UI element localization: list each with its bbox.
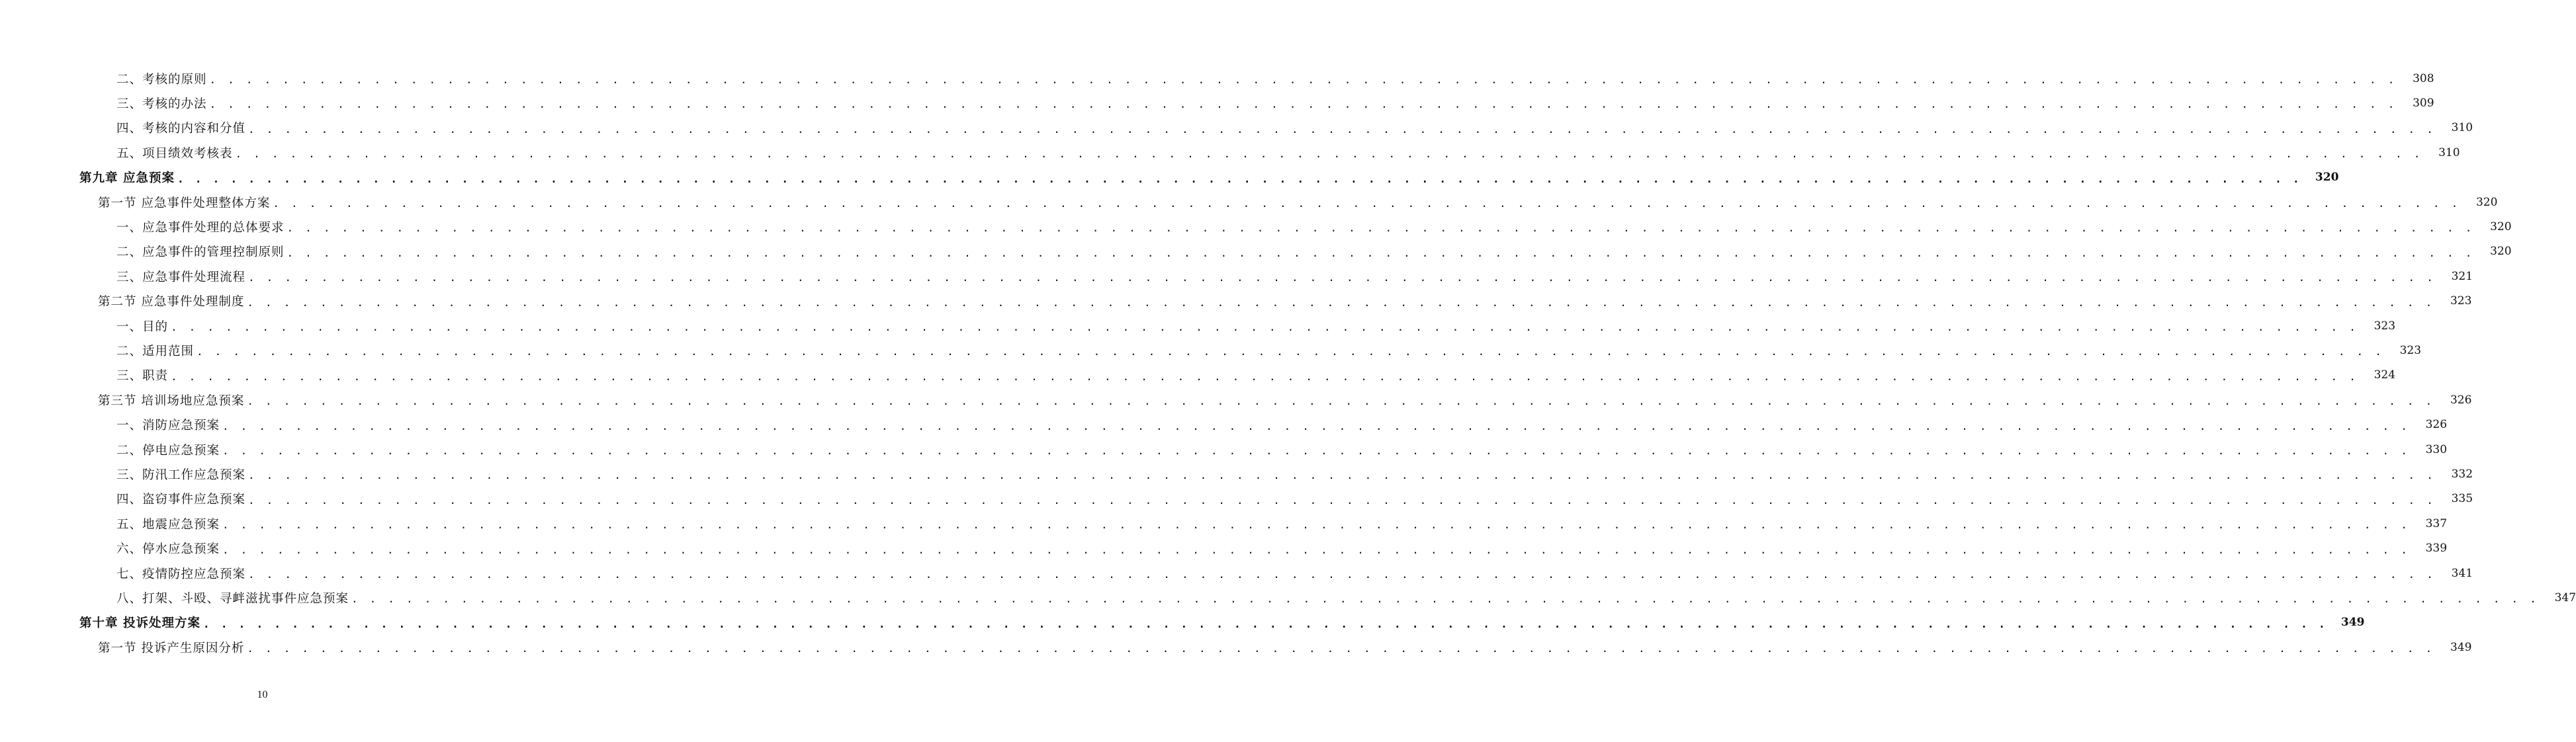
toc-entry-page-number: 330 [2425, 442, 2448, 456]
toc-entry-title: 三、职责 [116, 369, 169, 384]
toc-subsection-entry[interactable] [0, 214, 2512, 239]
toc-section-entry[interactable] [0, 289, 2472, 313]
toc-entry-page-number: 323 [2450, 294, 2472, 308]
toc-entry-title: 二、停电应急预案 [116, 443, 220, 458]
toc-dot-leader: . . . . . . . . . . . . . . . . . . . . . . . . . . . . . . . . . . . . . . . . . . . . . . . . . . . . . . . . . . . . . . . . . . . . . . . . . . . . . . . . . . . . . . . . . . . . . . . . . . . . . . . . . . . . . . . . . . . . . . . . [247, 296, 2435, 309]
toc-entry-title: 二、考核的原则 [116, 72, 207, 87]
toc-dot-leader: . . . . . . . . . . . . . . . . . . . . . . . . . . . . . . . . . . . . . . . . . . . . . . . . . . . . . . . . . . . . . . . . . . . . . . . . . . . . . . . . . . . . . . . . . . . . . . . . . . . . . . . . . . . . . . . . . . . . . . . . [248, 469, 2436, 482]
toc-subsection-entry[interactable] [0, 487, 2473, 511]
toc-entry-title: 六、停水应急预案 [116, 542, 220, 557]
toc-subsection-entry[interactable] [0, 585, 2576, 610]
toc-entry-title: 第一节 投诉产生原因分析 [98, 641, 245, 655]
toc-entry-page-number: 332 [2451, 467, 2473, 481]
page-number: 10 [257, 689, 268, 700]
toc-entry-title: 五、项目绩效考核表 [116, 146, 233, 161]
toc-entry-title: 第三节 培训场地应急预案 [98, 393, 245, 408]
toc-entry-title: 第十章 投诉处理方案 [79, 616, 200, 631]
toc-subsection-entry[interactable] [0, 338, 2422, 362]
toc-dot-leader: . . . . . . . . . . . . . . . . . . . . . . . . . . . . . . . . . . . . . . . . . . . . . . . . . . . . . . . . . . . . . . . . . . . . . . . . . . . . . . . . . . . . . . . . . . . . . . . . . . . . . . . . . . . . . . . . . . . . . . . . [177, 172, 2302, 185]
toc-subsection-entry[interactable] [0, 264, 2473, 288]
table-of-contents [0, 66, 2576, 659]
toc-dot-leader: . . . . . . . . . . . . . . . . . . . . . . . . . . . . . . . . . . . . . . . . . . . . . . . . . . . . . . . . . . . . . . . . . . . . . . . . . . . . . . . . . . . . . . . . . . . . . . . . . . . . . . . . . . . . . . . . . . . . . . . . [209, 98, 2397, 111]
toc-entry-page-number: 320 [2315, 171, 2339, 185]
toc-subsection-entry[interactable] [0, 91, 2434, 115]
toc-entry-title: 第二节 应急事件处理制度 [98, 295, 245, 309]
toc-entry-page-number: 308 [2413, 71, 2434, 85]
toc-entry-title: 四、盗窃事件应急预案 [116, 493, 246, 507]
toc-entry-page-number: 326 [2425, 418, 2448, 432]
toc-dot-leader: . . . . . . . . . . . . . . . . . . . . . . . . . . . . . . . . . . . . . . . . . . . . . . . . . . . . . . . . . . . . . . . . . . . . . . . . . . . . . . . . . . . . . . . . . . . . . . . . . . . . . . . . . . . . . . . . . . . . . . . . [351, 593, 2540, 606]
toc-chapter-entry[interactable] [0, 165, 2339, 190]
toc-subsection-entry[interactable] [0, 536, 2448, 560]
toc-section-entry[interactable] [0, 635, 2472, 659]
toc-entry-title: 二、应急事件的管理控制原则 [116, 245, 285, 260]
toc-entry-page-number: 321 [2451, 269, 2473, 283]
toc-subsection-entry[interactable] [0, 561, 2473, 585]
toc-dot-leader: . . . . . . . . . . . . . . . . . . . . . . . . . . . . . . . . . . . . . . . . . . . . . . . . . . . . . . . . . . . . . . . . . . . . . . . . . . . . . . . . . . . . . . . . . . . . . . . . . . . . . . . . . . . . . . . . . . . . . . . . [202, 617, 2328, 630]
toc-dot-leader: . . . . . . . . . . . . . . . . . . . . . . . . . . . . . . . . . . . . . . . . . . . . . . . . . . . . . . . . . . . . . . . . . . . . . . . . . . . . . . . . . . . . . . . . . . . . . . . . . . . . . . . . . . . . . . . . . . . . . . . . [222, 444, 2411, 457]
toc-subsection-entry[interactable] [0, 239, 2512, 264]
toc-dot-leader: . . . . . . . . . . . . . . . . . . . . . . . . . . . . . . . . . . . . . . . . . . . . . . . . . . . . . . . . . . . . . . . . . . . . . . . . . . . . . . . . . . . . . . . . . . . . . . . . . . . . . . . . . . . . . . . . . . . . . . . . [209, 73, 2397, 87]
toc-dot-leader: . . . . . . . . . . . . . . . . . . . . . . . . . . . . . . . . . . . . . . . . . . . . . . . . . . . . . . . . . . . . . . . . . . . . . . . . . . . . . . . . . . . . . . . . . . . . . . . . . . . . . . . . . . . . . . . . . . . . . . . . [248, 493, 2436, 507]
toc-entry-title: 一、目的 [116, 319, 169, 334]
toc-dot-leader: . . . . . . . . . . . . . . . . . . . . . . . . . . . . . . . . . . . . . . . . . . . . . . . . . . . . . . . . . . . . . . . . . . . . . . . . . . . . . . . . . . . . . . . . . . . . . . . . . . . . . . . . . . . . . . . . . . . . . . . . [248, 271, 2436, 284]
toc-entry-title: 第九章 应急预案 [79, 171, 175, 186]
toc-dot-leader: . . . . . . . . . . . . . . . . . . . . . . . . . . . . . . . . . . . . . . . . . . . . . . . . . . . . . . . . . . . . . . . . . . . . . . . . . . . . . . . . . . . . . . . . . . . . . . . . . . . . . . . . . . . . . . . . . . . . . . . . [197, 345, 2385, 358]
toc-section-entry[interactable] [0, 190, 2498, 214]
toc-entry-page-number: 339 [2425, 542, 2448, 556]
toc-entry-title: 一、应急事件处理的总体要求 [116, 221, 285, 235]
toc-entry-page-number: 349 [2340, 616, 2365, 630]
toc-entry-page-number: 320 [2475, 195, 2498, 209]
toc-subsection-entry[interactable] [0, 363, 2396, 388]
toc-dot-leader: . . . . . . . . . . . . . . . . . . . . . . . . . . . . . . . . . . . . . . . . . . . . . . . . . . . . . . . . . . . . . . . . . . . . . . . . . . . . . . . . . . . . . . . . . . . . . . . . . . . . . . . . . . . . . . . . . . . . . . . . [287, 222, 2475, 235]
toc-entry-title: 五、地震应急预案 [116, 517, 220, 532]
toc-dot-leader: . . . . . . . . . . . . . . . . . . . . . . . . . . . . . . . . . . . . . . . . . . . . . . . . . . . . . . . . . . . . . . . . . . . . . . . . . . . . . . . . . . . . . . . . . . . . . . . . . . . . . . . . . . . . . . . . . . . . . . . . [222, 419, 2411, 433]
toc-subsection-entry[interactable] [0, 140, 2460, 165]
toc-subsection-entry[interactable] [0, 66, 2434, 91]
toc-section-entry[interactable] [0, 388, 2472, 412]
toc-dot-leader: . . . . . . . . . . . . . . . . . . . . . . . . . . . . . . . . . . . . . . . . . . . . . . . . . . . . . . . . . . . . . . . . . . . . . . . . . . . . . . . . . . . . . . . . . . . . . . . . . . . . . . . . . . . . . . . . . . . . . . . . [273, 197, 2461, 210]
toc-dot-leader: . . . . . . . . . . . . . . . . . . . . . . . . . . . . . . . . . . . . . . . . . . . . . . . . . . . . . . . . . . . . . . . . . . . . . . . . . . . . . . . . . . . . . . . . . . . . . . . . . . . . . . . . . . . . . . . . . . . . . . . . [171, 370, 2359, 383]
toc-entry-page-number: 335 [2451, 492, 2473, 506]
toc-entry-page-number: 323 [2399, 343, 2422, 357]
toc-subsection-entry[interactable] [0, 437, 2448, 462]
toc-dot-leader: . . . . . . . . . . . . . . . . . . . . . . . . . . . . . . . . . . . . . . . . . . . . . . . . . . . . . . . . . . . . . . . . . . . . . . . . . . . . . . . . . . . . . . . . . . . . . . . . . . . . . . . . . . . . . . . . . . . . . . . . [235, 147, 2423, 161]
toc-chapter-entry[interactable] [0, 610, 2365, 635]
toc-dot-leader: . . . . . . . . . . . . . . . . . . . . . . . . . . . . . . . . . . . . . . . . . . . . . . . . . . . . . . . . . . . . . . . . . . . . . . . . . . . . . . . . . . . . . . . . . . . . . . . . . . . . . . . . . . . . . . . . . . . . . . . . [248, 122, 2436, 136]
toc-dot-leader: . . . . . . . . . . . . . . . . . . . . . . . . . . . . . . . . . . . . . . . . . . . . . . . . . . . . . . . . . . . . . . . . . . . . . . . . . . . . . . . . . . . . . . . . . . . . . . . . . . . . . . . . . . . . . . . . . . . . . . . . [247, 642, 2435, 655]
toc-subsection-entry[interactable] [0, 116, 2473, 140]
toc-dot-leader: . . . . . . . . . . . . . . . . . . . . . . . . . . . . . . . . . . . . . . . . . . . . . . . . . . . . . . . . . . . . . . . . . . . . . . . . . . . . . . . . . . . . . . . . . . . . . . . . . . . . . . . . . . . . . . . . . . . . . . . . [171, 321, 2359, 333]
toc-dot-leader: . . . . . . . . . . . . . . . . . . . . . . . . . . . . . . . . . . . . . . . . . . . . . . . . . . . . . . . . . . . . . . . . . . . . . . . . . . . . . . . . . . . . . . . . . . . . . . . . . . . . . . . . . . . . . . . . . . . . . . . . [222, 518, 2411, 532]
toc-subsection-entry[interactable] [0, 511, 2448, 536]
toc-entry-page-number: 326 [2450, 393, 2472, 407]
toc-dot-leader: . . . . . . . . . . . . . . . . . . . . . . . . . . . . . . . . . . . . . . . . . . . . . . . . . . . . . . . . . . . . . . . . . . . . . . . . . . . . . . . . . . . . . . . . . . . . . . . . . . . . . . . . . . . . . . . . . . . . . . . . [287, 246, 2475, 259]
toc-entry-page-number: 320 [2490, 220, 2512, 234]
toc-entry-title: 第一节 应急事件处理整体方案 [98, 196, 271, 210]
toc-entry-title: 八、打架、斗殴、寻衅滋扰事件应急预案 [116, 591, 349, 606]
toc-entry-page-number: 309 [2413, 97, 2434, 110]
toc-entry-page-number: 337 [2425, 516, 2448, 530]
toc-entry-title: 一、消防应急预案 [116, 419, 220, 433]
toc-entry-page-number: 323 [2374, 319, 2396, 333]
toc-entry-title: 三、考核的办法 [116, 97, 207, 112]
toc-subsection-entry[interactable] [0, 412, 2448, 436]
toc-entry-page-number: 310 [2451, 121, 2473, 135]
toc-entry-title: 三、应急事件处理流程 [116, 270, 246, 284]
toc-entry-page-number: 310 [2438, 145, 2460, 159]
toc-dot-leader: . . . . . . . . . . . . . . . . . . . . . . . . . . . . . . . . . . . . . . . . . . . . . . . . . . . . . . . . . . . . . . . . . . . . . . . . . . . . . . . . . . . . . . . . . . . . . . . . . . . . . . . . . . . . . . . . . . . . . . . . [222, 543, 2411, 556]
toc-dot-leader: . . . . . . . . . . . . . . . . . . . . . . . . . . . . . . . . . . . . . . . . . . . . . . . . . . . . . . . . . . . . . . . . . . . . . . . . . . . . . . . . . . . . . . . . . . . . . . . . . . . . . . . . . . . . . . . . . . . . . . . . [247, 395, 2435, 408]
toc-entry-page-number: 347 [2554, 591, 2576, 604]
toc-entry-title: 四、考核的内容和分值 [116, 122, 246, 136]
toc-entry-page-number: 349 [2450, 640, 2472, 654]
toc-subsection-entry[interactable] [0, 313, 2396, 338]
toc-entry-title: 三、防汛工作应急预案 [116, 468, 246, 482]
toc-entry-title: 七、疫情防控应急预案 [116, 567, 246, 581]
toc-entry-title: 二、适用范围 [116, 344, 195, 358]
toc-entry-page-number: 320 [2490, 245, 2512, 259]
toc-dot-leader: . . . . . . . . . . . . . . . . . . . . . . . . . . . . . . . . . . . . . . . . . . . . . . . . . . . . . . . . . . . . . . . . . . . . . . . . . . . . . . . . . . . . . . . . . . . . . . . . . . . . . . . . . . . . . . . . . . . . . . . . [248, 567, 2436, 581]
toc-entry-page-number: 324 [2374, 368, 2396, 382]
toc-entry-page-number: 341 [2451, 566, 2473, 580]
toc-subsection-entry[interactable] [0, 462, 2473, 486]
